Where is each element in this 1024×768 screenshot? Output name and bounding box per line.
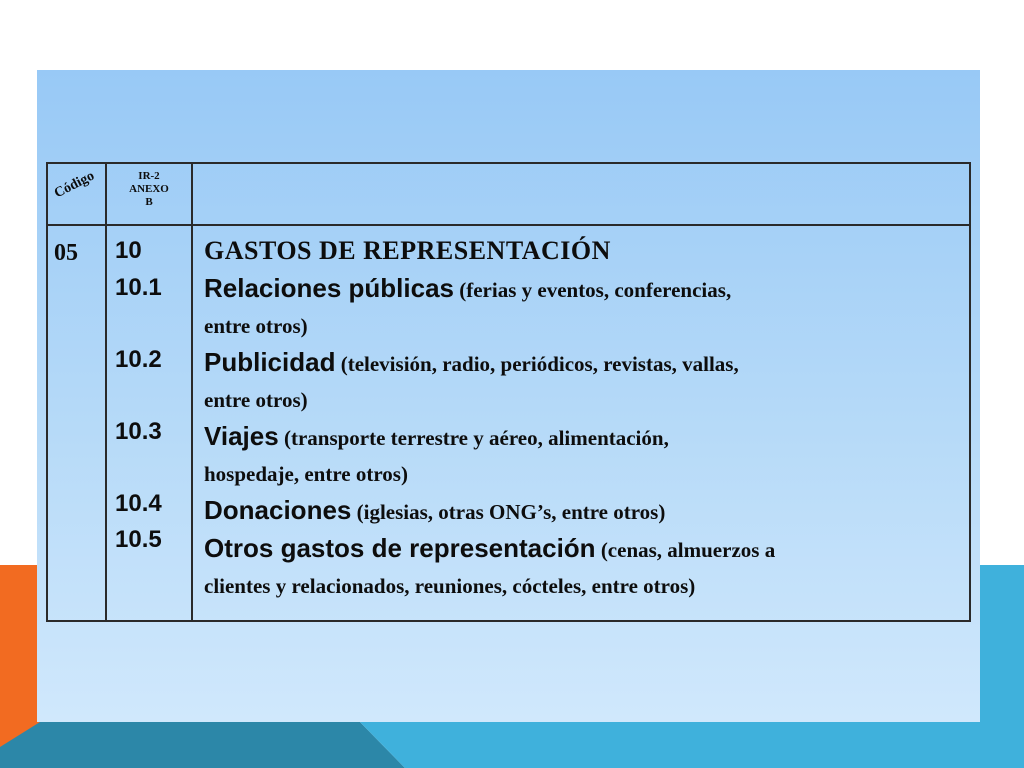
item-number: 10.3 [115, 418, 162, 445]
item-main-label: Publicidad [204, 347, 336, 377]
item-main-label: Otros gastos de representación [204, 533, 596, 563]
item-note-continued: hospedaje, entre otros) [204, 462, 408, 486]
header-codigo-label: Código [52, 168, 97, 202]
item-note-continued: entre otros) [204, 314, 308, 338]
list-item [204, 492, 959, 530]
header-ir-line1: IR-2 [138, 170, 160, 182]
item-note: (cenas, almuerzos a [595, 538, 776, 562]
list-item [204, 418, 959, 492]
item-number: 10.5 [115, 526, 162, 553]
item-main-label: Relaciones públicas [204, 273, 454, 303]
header-ir-line2: ANEXO [129, 183, 169, 195]
header-blank-cell [192, 163, 970, 225]
section-title: GASTOS DE REPRESENTACIÓN [204, 236, 611, 265]
item-number: 10.4 [115, 490, 162, 517]
item-note: (ferias y eventos, conferencias, [453, 278, 732, 302]
item-note: (televisión, radio, periódicos, revistas, vallas, [335, 352, 739, 376]
item-main-label: Viajes [204, 421, 279, 451]
item-note-continued: entre otros) [204, 388, 308, 412]
number-cell [106, 225, 192, 621]
code-cell [47, 225, 106, 621]
item-note-continued: clientes y relacionados, reuniones, cócteles, entre otros) [204, 574, 696, 598]
item-note: (iglesias, otras ONG’s, entre otros) [351, 500, 666, 524]
item-main-label: Donaciones [204, 495, 352, 525]
list-item [204, 530, 959, 608]
item-number: 10.1 [115, 274, 162, 301]
section-number: 10 [115, 237, 142, 264]
header-codigo-cell [47, 163, 106, 225]
decorative-teal-bar [980, 565, 1024, 768]
document-image-panel [37, 70, 980, 722]
description-cell [192, 225, 970, 621]
header-ir-line3: B [145, 196, 153, 208]
expense-code-table [46, 162, 971, 622]
header-ir-cell [106, 163, 192, 225]
list-item [204, 270, 959, 344]
table-header-row [47, 163, 970, 225]
decorative-dark-band [0, 722, 420, 768]
item-number: 10.2 [115, 346, 162, 373]
table-body-row [47, 225, 970, 621]
code-value: 05 [54, 240, 78, 266]
list-item [204, 344, 959, 418]
item-note: (transporte terrestre y aéreo, alimentación, [278, 426, 669, 450]
